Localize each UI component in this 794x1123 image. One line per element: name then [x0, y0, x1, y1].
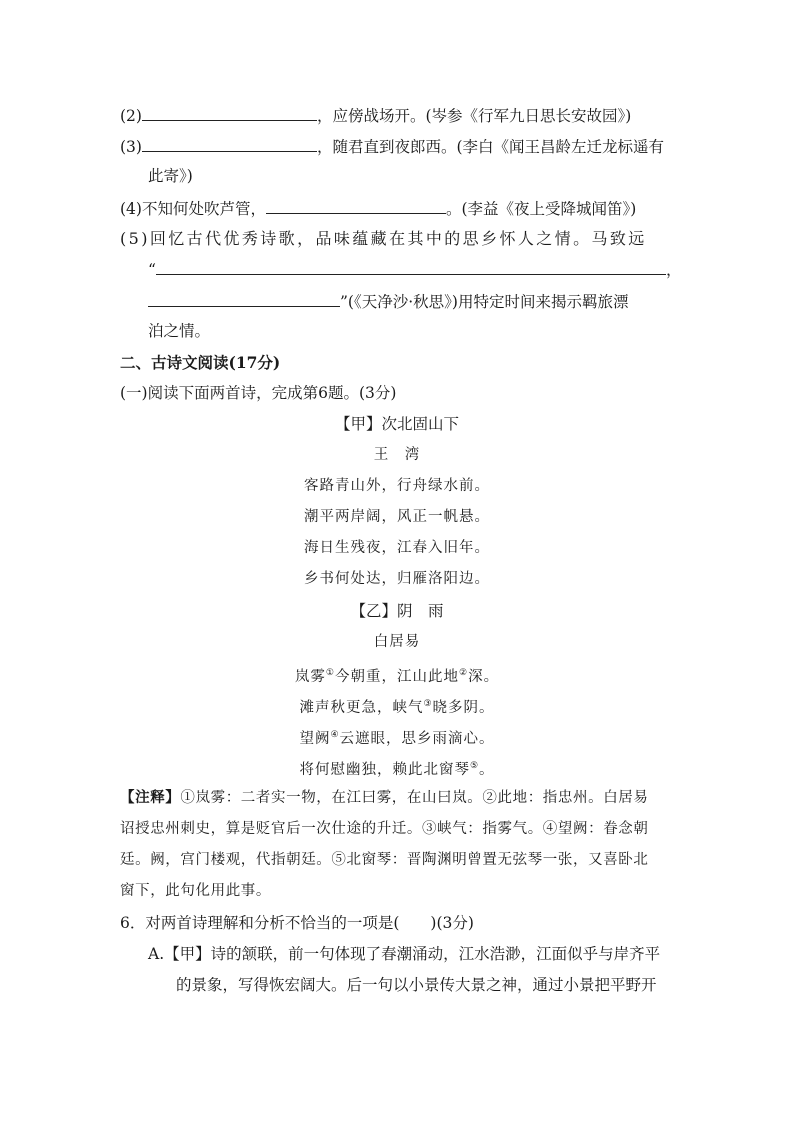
poem-line: 乡书何处达，归雁洛阳边。 — [304, 571, 490, 587]
question-5 — [120, 228, 647, 250]
poem-text: 将何慰幽独，赖此北窗琴 — [299, 762, 470, 778]
open-quote: “ — [148, 261, 156, 279]
notes-label: 【注释】 — [120, 789, 181, 806]
poem-text: 今朝重，江山此地 — [335, 669, 459, 685]
option-a[interactable]: A.【甲】诗的颔联，前一句体现了春潮涌动，江水浩渺，江面似乎与岸齐平 — [148, 945, 661, 963]
question-number: (5) — [120, 229, 150, 248]
question-5-line-3 — [148, 290, 628, 313]
poem-line: 海日生残夜，江春入旧年。 — [304, 540, 490, 556]
section-instruction: (一)阅读下面两首诗，完成第6题。(3分) — [120, 384, 397, 402]
question-5-blank-line — [148, 258, 681, 281]
answer-blank[interactable] — [142, 135, 317, 152]
answer-blank[interactable] — [142, 104, 317, 121]
question-3-continued: 此寄》) — [148, 167, 193, 185]
poem-text: 滩声秋更急，峡气 — [299, 700, 424, 716]
option-a-continued: 的景象，写得恢宏阔大。后一句以小景传大景之神，通过小景把平野开 — [176, 976, 657, 994]
poem-line: 潮平两岸阔，风正一帆悬。 — [304, 509, 490, 525]
question-number: (2) — [120, 107, 142, 125]
question-6-stem: 6．对两首诗理解和分析不恰当的一项是( )(3分) — [120, 914, 474, 932]
poem-author: 王 湾 — [373, 447, 421, 463]
question-4 — [120, 197, 636, 220]
note-marker: ⑤ — [469, 761, 480, 771]
note-marker: ② — [459, 668, 469, 678]
question-number: (3) — [120, 138, 142, 156]
answer-blank[interactable] — [266, 197, 446, 214]
poem-text: 望阙 — [299, 731, 331, 747]
poem-text: 岚雾 — [294, 669, 326, 685]
note-marker: ① — [325, 668, 335, 678]
poem-line: 客路青山外，行舟绿水前。 — [304, 478, 490, 494]
question-5-continued: 泊之情。 — [148, 322, 211, 340]
notes-line: 窗下，此句化用此事。 — [120, 883, 271, 899]
notes-line — [120, 787, 649, 809]
notes-line: 诏授忠州刺史，算是贬官后一次仕途的升迁。③峡气：指雾气。④望阙：眷念朝 — [120, 821, 649, 837]
note-marker: ④ — [330, 730, 340, 740]
poem-text: 晓多阴。 — [432, 700, 495, 716]
poem-text: 云遮眼，思乡雨滴心。 — [339, 731, 495, 747]
question-2 — [120, 104, 631, 127]
answer-blank[interactable] — [156, 258, 666, 275]
poem-line — [0, 755, 794, 781]
notes-line: 廷。阙，宫门楼观，代指朝廷。⑤北窗琴：晋陶渊明曾置无弦琴一张，又喜卧北 — [120, 852, 649, 868]
poem-author: 白居易 — [373, 634, 421, 650]
answer-blank[interactable] — [148, 290, 340, 307]
question-text: 回忆古代优秀诗歌，品味蕴藏在其中的思乡怀人之情。马致远 — [149, 229, 647, 248]
poem-line — [0, 662, 794, 688]
poem-line — [0, 724, 794, 750]
note-marker: ③ — [423, 699, 433, 709]
question-number: (4) — [120, 200, 142, 218]
question-3 — [120, 135, 664, 158]
poem-line — [0, 693, 794, 719]
poem-text: 深。 — [468, 669, 500, 685]
poem-title: 【乙】阴 雨 — [350, 602, 444, 620]
question-text: ，随君直到夜郎西。(李白《闻王昌龄左迁龙标遥有 — [316, 138, 665, 156]
question-text: ，应傍战场开。(岑参《行军九日思长安故园》) — [316, 107, 632, 125]
comma: ， — [665, 261, 682, 279]
question-text: 。(李益《夜上受降城闻笛》) — [445, 200, 637, 218]
poem-text: 。 — [479, 762, 495, 778]
question-text: 不知何处吹芦管， — [141, 200, 266, 218]
question-text: ”(《天净沙·秋思》)用特定时间来揭示羁旅漂 — [340, 293, 629, 311]
section-heading: 二、古诗文阅读(17分) — [120, 353, 281, 372]
poem-title: 【甲】次北固山下 — [334, 415, 459, 433]
notes-text: ①岚雾：二者实一物，在江曰雾，在山曰岚。②此地：指忠州。白居易 — [180, 790, 649, 806]
